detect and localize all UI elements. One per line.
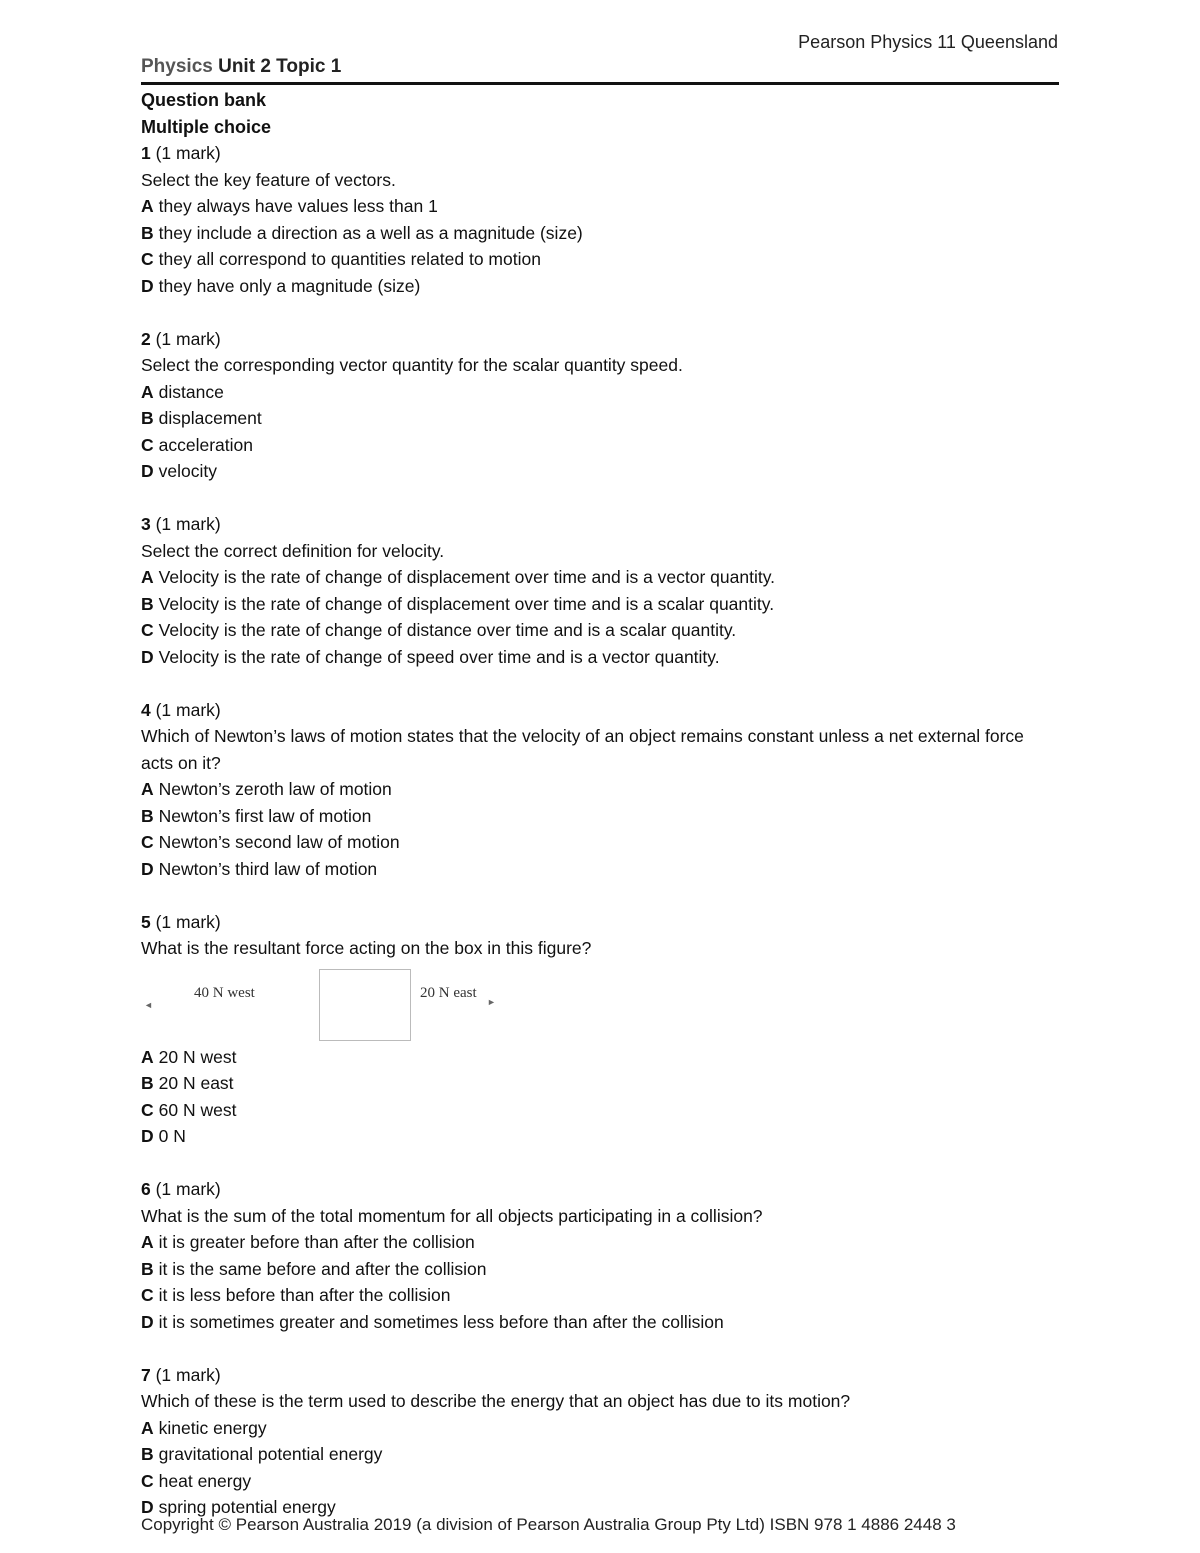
question-7 <box>141 1362 1059 1521</box>
option-letter: A <box>141 1046 154 1067</box>
option-text: heat energy <box>158 1470 252 1491</box>
option-letter: C <box>141 1099 154 1120</box>
option-letter: A <box>141 196 154 216</box>
option-b <box>141 1070 1059 1097</box>
east-force-label: 20 N east <box>420 984 477 1001</box>
arrow-right-icon: ► <box>487 996 496 1007</box>
option-letter: A <box>141 1417 154 1438</box>
question-marks: (1 mark) <box>150 699 221 720</box>
option-a <box>141 1044 1059 1071</box>
question-1 <box>141 140 1059 299</box>
option-c <box>141 432 1059 459</box>
option-text: Newton’s third law of motion <box>158 858 378 879</box>
question-header <box>141 140 1059 167</box>
option-text: Newton’s second law of motion <box>158 832 400 852</box>
option-b <box>141 1256 1059 1283</box>
option-text: Velocity is the rate of change of distance over time and is a scalar quantity. <box>158 620 737 640</box>
option-a <box>141 564 1059 591</box>
publisher-header: Pearson Physics 11 Queensland <box>798 32 1058 52</box>
question-text: Select the correct definition for velocity. <box>141 540 445 561</box>
question-text: Which of these is the term used to describe the energy that an object has due to its motion? <box>141 1391 851 1411</box>
option-letter: D <box>141 646 154 667</box>
question-number: 2 <box>141 328 151 349</box>
option-letter: D <box>141 858 154 879</box>
option-text: velocity <box>158 461 217 481</box>
question-bank <box>141 87 1059 1547</box>
option-a <box>141 193 1059 220</box>
question-number: 1 <box>141 143 151 163</box>
question-marks: (1 mark) <box>150 514 221 534</box>
option-letter: C <box>141 832 154 852</box>
question-number: 6 <box>141 1179 151 1199</box>
option-letter: D <box>141 1126 154 1146</box>
question-6 <box>141 1176 1059 1335</box>
option-text: acceleration <box>158 434 254 455</box>
question-text: Select the key feature of vectors. <box>141 169 396 190</box>
option-letter: C <box>141 434 154 455</box>
arrow-left-icon: ◄ <box>144 999 153 1010</box>
option-a <box>141 1229 1059 1256</box>
option-letter: A <box>141 1232 154 1252</box>
question-header <box>141 326 1059 353</box>
option-d <box>141 644 1059 671</box>
subject-header <box>141 56 341 78</box>
option-letter: A <box>141 779 154 799</box>
option-a <box>141 379 1059 406</box>
option-text: displacement <box>158 408 262 428</box>
option-text: Velocity is the rate of change of displacement over time and is a vector quantity. <box>158 567 776 587</box>
option-letter: B <box>141 593 154 614</box>
question-marks: (1 mark) <box>150 1364 221 1385</box>
option-b <box>141 591 1059 618</box>
option-text: they have only a magnitude (size) <box>158 275 421 296</box>
option-c <box>141 246 1059 273</box>
question-4 <box>141 697 1059 883</box>
option-letter: C <box>141 620 154 640</box>
question-number: 7 <box>141 1364 151 1385</box>
option-text: distance <box>158 381 224 402</box>
force-figure <box>141 962 1059 1044</box>
question-3 <box>141 511 1059 670</box>
option-text: it is sometimes greater and sometimes less before than after the collision <box>158 1311 724 1332</box>
question-header <box>141 511 1059 538</box>
question-header <box>141 909 1059 936</box>
option-letter: C <box>141 1285 154 1305</box>
option-text: they all correspond to quantities related to motion <box>158 249 541 269</box>
question-5 <box>141 909 1059 1150</box>
question-header <box>141 697 1059 724</box>
west-force-label: 40 N west <box>194 984 255 1001</box>
option-d <box>141 458 1059 485</box>
option-d <box>141 1123 1059 1150</box>
option-c <box>141 1468 1059 1495</box>
option-letter: A <box>141 381 154 402</box>
question-text: What is the sum of the total momentum for all objects participating in a collision? <box>141 1205 763 1226</box>
option-letter: B <box>141 805 154 826</box>
option-d <box>141 856 1059 883</box>
option-c <box>141 829 1059 856</box>
question-marks: (1 mark) <box>150 1179 221 1199</box>
option-a <box>141 776 1059 803</box>
question-header <box>141 1362 1059 1389</box>
option-c <box>141 617 1059 644</box>
box-diagram <box>319 969 411 1041</box>
option-letter: D <box>141 1497 154 1517</box>
option-letter: A <box>141 567 154 587</box>
option-text: it is less before than after the collision <box>158 1285 451 1305</box>
question-number: 5 <box>141 911 151 932</box>
option-letter: D <box>141 1311 154 1332</box>
option-text: Newton’s first law of motion <box>158 805 372 826</box>
option-text: kinetic energy <box>158 1417 267 1438</box>
option-letter: B <box>141 408 154 428</box>
question-marks: (1 mark) <box>150 328 221 349</box>
question-marks: (1 mark) <box>150 911 221 932</box>
subject-rest: Unit 2 Topic 1 <box>212 56 342 77</box>
option-d <box>141 1309 1059 1336</box>
option-text: 0 N <box>158 1126 186 1146</box>
section-title: Question bank <box>141 90 267 110</box>
option-b <box>141 405 1059 432</box>
question-marks: (1 mark) <box>150 143 221 163</box>
option-text: Velocity is the rate of change of speed over time and is a vector quantity. <box>158 646 720 667</box>
option-a <box>141 1415 1059 1442</box>
option-letter: B <box>141 1444 154 1464</box>
question-number: 3 <box>141 514 151 534</box>
question-text: Select the corresponding vector quantity for the scalar quantity speed. <box>141 355 683 375</box>
question-text: What is the resultant force acting on the box in this figure? <box>141 938 592 958</box>
option-letter: D <box>141 461 154 481</box>
option-b <box>141 220 1059 247</box>
option-text: they always have values less than 1 <box>158 196 438 216</box>
option-text: spring potential energy <box>158 1497 336 1517</box>
option-text: 60 N west <box>158 1099 237 1120</box>
option-text: they include a direction as a well as a magnitude (size) <box>158 222 583 243</box>
question-text: Which of Newton’s laws of motion states that the velocity of an object remains constant unless a net external force acts on it? <box>141 726 1024 773</box>
option-c <box>141 1097 1059 1124</box>
option-text: 20 N east <box>158 1073 234 1093</box>
header-rule <box>141 82 1059 85</box>
option-d <box>141 273 1059 300</box>
option-text: Velocity is the rate of change of displacement over time and is a scalar quantity. <box>158 593 775 614</box>
subject-prefix: Physics <box>141 56 213 77</box>
question-2 <box>141 326 1059 485</box>
option-letter: B <box>141 1258 154 1279</box>
option-text: gravitational potential energy <box>158 1444 383 1464</box>
option-letter: B <box>141 1073 154 1093</box>
option-c <box>141 1282 1059 1309</box>
question-header <box>141 1176 1059 1203</box>
section-subtitle: Multiple choice <box>141 116 272 137</box>
option-letter: C <box>141 1470 154 1491</box>
option-letter: C <box>141 249 154 269</box>
question-number: 4 <box>141 699 151 720</box>
option-text: it is greater before than after the collision <box>158 1232 475 1252</box>
option-letter: B <box>141 222 154 243</box>
copyright-footer: Copyright © Pearson Australia 2019 (a division of Pearson Australia Group Pty Ltd) ISBN 978 1 4886 2448 3 <box>141 1515 956 1534</box>
option-text: Newton’s zeroth law of motion <box>158 779 392 799</box>
option-b <box>141 1441 1059 1468</box>
option-text: 20 N west <box>158 1046 237 1067</box>
option-b <box>141 803 1059 830</box>
option-text: it is the same before and after the collision <box>158 1258 487 1279</box>
option-letter: D <box>141 275 154 296</box>
